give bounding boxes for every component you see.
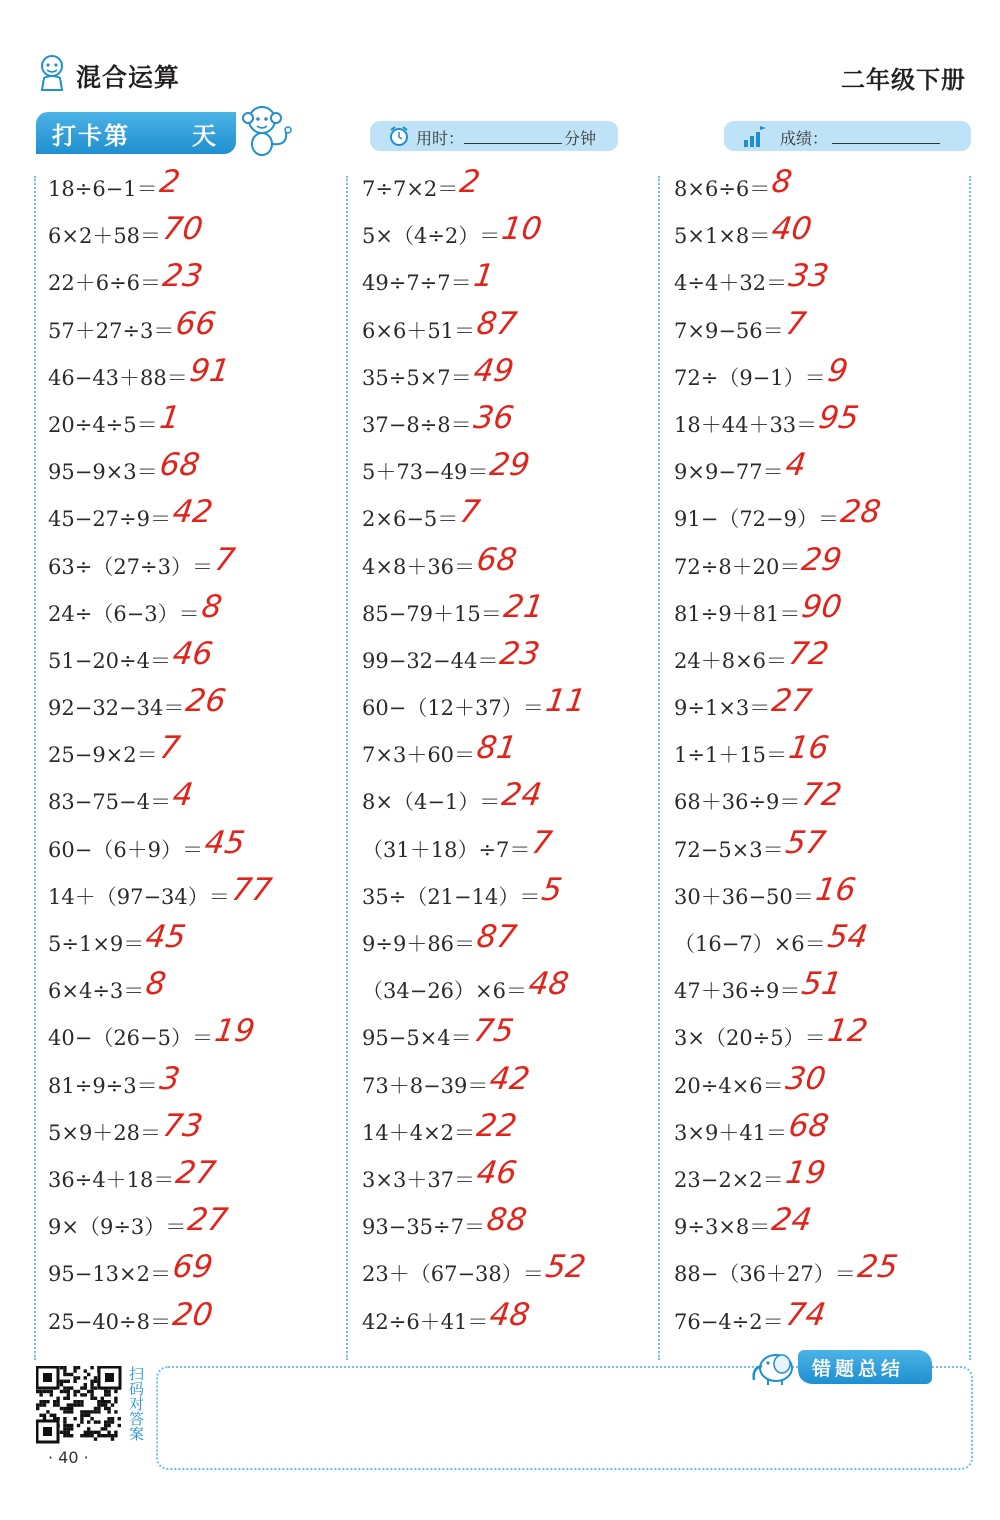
problem-expression: 7÷7×2＝ [362,177,459,201]
grade-label: 二年级下册 [841,66,966,94]
problem-row [362,966,662,1013]
problem-expression: 72÷8＋20＝ [674,554,801,579]
problem-row [674,919,974,966]
problem-expression: 2×6−5＝ [362,507,459,532]
problem-row [48,258,348,305]
handwritten-answer: 95 [816,399,861,436]
problem-row [362,494,662,541]
problem-row [362,400,662,447]
problem-row [362,164,662,211]
punch-label: 打卡第 [52,122,130,150]
problem-row [362,919,662,966]
problem-expression: 99−32−44＝ [362,648,499,673]
problem-expression: 14＋（97−34）＝ [48,884,230,909]
problem-row [674,353,974,400]
problem-row [362,825,662,872]
problem-expression: 95−5×4＝ [362,1026,472,1051]
problem-row [48,353,348,400]
handwritten-answer: 24 [769,1202,814,1239]
problem-expression: 81÷9÷3＝ [48,1073,158,1098]
problem-row [48,400,348,447]
problem-expression: 5×9＋28＝ [48,1120,162,1145]
problem-row [674,494,974,541]
problem-expression: 18＋44＋33＝ [674,412,818,437]
handwritten-answer: 8 [769,164,795,200]
problem-row [362,1013,662,1060]
handwritten-answer: 40 [769,211,814,248]
problem-row [362,1155,662,1202]
problem-expression: 9÷3×8＝ [674,1215,771,1240]
bar-chart-icon [742,124,768,148]
handwritten-answer: 36 [471,399,516,436]
handwritten-answer: 30 [783,1060,828,1097]
problem-row [362,1108,662,1155]
problem-expression: 72÷（9−1）＝ [674,365,826,390]
handwritten-answer: 23 [497,635,542,672]
handwritten-answer: 27 [173,1154,218,1191]
problem-column-3 [674,164,974,1344]
handwritten-answer: 42 [170,494,215,531]
problem-row [674,400,974,447]
problem-column-1 [48,164,348,1344]
summary-label: 错题总结 [812,1358,905,1380]
problem-expression: 1÷1＋15＝ [674,743,788,768]
score-field [724,121,971,151]
problem-expression: 91−（72−9）＝ [674,507,839,532]
monkey-icon [232,100,296,160]
problem-expression: 3×3＋37＝ [362,1167,476,1192]
handwritten-answer: 7 [457,494,483,531]
problem-row [48,825,348,872]
problem-expression: 93−35÷7＝ [362,1215,485,1240]
problem-expression: 6×2＋58＝ [48,224,162,249]
handwritten-answer: 46 [170,635,215,672]
problem-expression: 73＋8−39＝ [362,1073,489,1098]
problem-row [362,777,662,824]
problem-expression: 60−（12＋37）＝ [362,696,544,721]
handwritten-answer: 8 [143,966,169,1003]
problem-expression: 95−9×3＝ [48,460,158,485]
problem-row [48,683,348,730]
handwritten-answer: 25 [855,1249,900,1286]
handwritten-answer: 27 [769,683,814,720]
problem-expression: 9×（9÷3）＝ [48,1215,187,1240]
handwritten-answer: 49 [471,352,516,389]
handwritten-answer: 16 [813,871,858,908]
handwritten-answer: 87 [474,305,519,342]
problem-expression: 9×9−77＝ [674,460,784,485]
problem-row [362,1202,662,1249]
problem-expression: 6×6＋51＝ [362,318,476,343]
handwritten-answer: 54 [825,919,870,955]
handwritten-answer: 21 [501,588,546,625]
problem-row [674,1013,974,1060]
handwritten-answer: 48 [487,1296,532,1333]
time-unit: 分钟 [564,129,597,148]
problem-expression: 25−9×2＝ [48,743,158,768]
handwritten-answer: 7 [529,824,555,861]
score-label: 成绩： [780,129,829,148]
handwritten-answer: 52 [543,1249,588,1286]
handwritten-answer: 88 [484,1202,529,1239]
handwritten-answer: 28 [838,494,883,531]
problem-expression: 8×6÷6＝ [674,177,771,201]
problem-expression: 95−13×2＝ [48,1262,171,1287]
handwritten-answer: 1 [471,258,497,295]
problem-row [362,872,662,919]
problem-expression: 47＋36÷9＝ [674,979,801,1004]
problem-expression: 85−79＋15＝ [362,601,502,626]
handwritten-answer: 12 [825,1013,870,1050]
column-divider [34,176,36,1360]
handwritten-answer: 26 [183,683,228,720]
problem-row [674,966,974,1013]
problem-row [674,542,974,589]
handwritten-answer: 46 [474,1154,519,1191]
problem-row [674,211,974,258]
problem-expression: 72−5×3＝ [674,837,784,862]
handwritten-answer: 11 [543,683,588,720]
problem-row [362,447,662,494]
problem-expression: 76−4÷2＝ [674,1309,784,1334]
handwritten-answer: 9 [825,352,851,389]
problem-row [674,589,974,636]
problem-row [674,447,974,494]
problem-expression: 5÷1×9＝ [48,932,145,956]
page-title: 混合运算 [76,63,181,92]
problem-row [362,589,662,636]
handwritten-answer: 70 [160,211,205,248]
handwritten-answer: 81 [474,730,519,767]
problem-row [362,1249,662,1296]
problem-expression: 57＋27÷3＝ [48,318,175,343]
problem-row [48,1108,348,1155]
problem-row [362,353,662,400]
handwritten-answer: 19 [783,1154,828,1191]
problem-expression: 5＋73−49＝ [362,460,489,485]
handwritten-answer: 22 [474,1107,519,1144]
clock-icon [388,125,410,147]
handwritten-answer: 91 [187,352,232,389]
problem-row [674,1155,974,1202]
handwritten-answer: 2 [457,164,483,200]
handwritten-answer: 42 [487,1060,532,1097]
problem-expression: （34−26）×6＝ [362,979,527,1004]
problem-row [362,306,662,353]
problem-expression: 3×（20÷5）＝ [674,1026,826,1051]
problem-row [362,1297,662,1344]
handwritten-answer: 75 [471,1013,516,1050]
problem-expression: 23−2×2＝ [674,1167,784,1192]
problem-expression: 83−75−4＝ [48,790,171,815]
time-input-line[interactable] [464,143,562,144]
problem-row [674,1297,974,1344]
problem-row [48,447,348,494]
problem-row [48,1202,348,1249]
problem-expression: 22＋6÷6＝ [48,271,162,296]
problem-row [48,1155,348,1202]
handwritten-answer: 68 [474,541,519,578]
problem-row [362,730,662,777]
time-field [370,121,618,151]
handwritten-answer: 19 [212,1013,257,1050]
mascot-logo-icon [34,52,70,92]
handwritten-answer: 29 [487,447,532,484]
problem-expression: 25−40÷8＝ [48,1309,171,1334]
handwritten-answer: 57 [783,824,828,861]
problem-expression: 92−32−34＝ [48,696,185,721]
handwritten-answer: 51 [799,966,844,1003]
problem-expression: 23＋（67−38）＝ [362,1262,544,1287]
handwritten-answer: 27 [185,1202,230,1239]
problem-row [674,730,974,777]
problem-expression: 6×4÷3＝ [48,979,145,1004]
problem-expression: 8×（4−1）＝ [362,790,501,815]
problem-row [674,636,974,683]
handwritten-answer: 5 [539,871,565,908]
problem-expression: 81÷9＋81＝ [674,601,801,626]
handwritten-answer: 1 [157,399,183,436]
handwritten-answer: 48 [526,966,571,1003]
scan-answer-label: 扫码对答案 [127,1366,145,1441]
problem-expression: 49÷7÷7＝ [362,271,472,296]
problem-row [674,683,974,730]
problem-row [48,730,348,777]
problem-row [674,1108,974,1155]
problem-row [48,777,348,824]
problem-expression: 5×1×8＝ [674,224,771,249]
problem-row [362,258,662,305]
problem-expression: 35÷（21−14）＝ [362,884,541,909]
problem-expression: 37−8÷8＝ [362,412,472,437]
handwritten-answer: 7 [157,730,183,767]
handwritten-answer: 77 [229,871,274,908]
problem-row [362,1061,662,1108]
problem-expression: 20÷4×6＝ [674,1073,784,1098]
handwritten-answer: 23 [160,258,205,295]
handwritten-answer: 2 [157,164,183,200]
problem-expression: 30＋36−50＝ [674,884,814,909]
problem-row [48,1249,348,1296]
elephant-icon [748,1346,802,1386]
problem-expression: 9÷9＋86＝ [362,932,476,956]
problem-expression: 46−43＋88＝ [48,365,188,390]
handwritten-answer: 72 [786,635,831,672]
handwritten-answer: 68 [157,447,202,484]
problem-expression: 14＋4×2＝ [362,1120,476,1145]
problem-expression: 51−20÷4＝ [48,648,171,673]
problem-row [674,825,974,872]
problem-expression: 63÷（27÷3）＝ [48,554,213,579]
problem-row [362,542,662,589]
handwritten-answer: 3 [157,1060,183,1097]
handwritten-answer: 7 [212,541,238,578]
problem-expression: 5×（4÷2）＝ [362,224,501,249]
problem-expression: 18÷6−1＝ [48,177,158,201]
problem-row [48,542,348,589]
problem-row [48,1297,348,1344]
problem-row [48,872,348,919]
problem-row [674,1249,974,1296]
handwritten-answer: 8 [199,588,225,625]
handwritten-answer: 29 [799,541,844,578]
problem-row [48,211,348,258]
handwritten-answer: 90 [799,588,844,625]
problem-row [48,1013,348,1060]
score-input-line[interactable] [832,143,940,144]
problem-row [48,1061,348,1108]
problem-expression: 20÷4÷5＝ [48,412,158,437]
time-label: 用时： [416,129,465,148]
handwritten-answer: 45 [143,919,188,955]
problem-expression: 4×8＋36＝ [362,554,476,579]
problem-column-2 [362,164,662,1344]
problem-row [674,258,974,305]
handwritten-answer: 4 [170,777,196,814]
handwritten-answer: 87 [474,919,519,955]
handwritten-answer: 7 [783,305,809,342]
problem-expression: 36÷4＋18＝ [48,1167,175,1192]
problem-expression: 3×9＋41＝ [674,1120,788,1145]
problem-expression: 88−（36＋27）＝ [674,1262,856,1287]
problem-row [362,636,662,683]
problem-expression: 4÷4＋32＝ [674,271,788,296]
problem-row [362,683,662,730]
problem-row [48,636,348,683]
problem-row [674,1061,974,1108]
problem-expression: 24÷（6−3）＝ [48,601,200,626]
handwritten-answer: 45 [202,824,247,861]
handwritten-answer: 20 [170,1296,215,1333]
problem-row [674,872,974,919]
problem-expression: 35÷5×7＝ [362,365,472,390]
handwritten-answer: 74 [783,1296,828,1333]
handwritten-answer: 73 [160,1107,205,1144]
problem-row [674,306,974,353]
qr-code-icon [36,1366,122,1444]
problem-row [362,211,662,258]
punch-day-unit: 天 [192,122,216,150]
problem-row [674,164,974,211]
problem-expression: 7×9−56＝ [674,318,784,343]
problem-row [48,164,348,211]
problem-row [48,919,348,966]
problem-row [48,589,348,636]
handwritten-answer: 66 [173,305,218,342]
problem-row [48,494,348,541]
handwritten-answer: 4 [783,447,809,484]
problem-expression: 60−（6＋9）＝ [48,837,204,862]
problem-expression: 24＋8×6＝ [674,648,788,673]
handwritten-answer: 10 [499,211,544,248]
handwritten-answer: 16 [786,730,831,767]
problem-expression: （31＋18）÷7＝ [362,837,531,862]
problem-expression: 68＋36÷9＝ [674,790,801,815]
handwritten-answer: 72 [799,777,844,814]
handwritten-answer: 33 [786,258,831,295]
handwritten-answer: 24 [499,777,544,814]
problem-row [674,777,974,824]
problem-expression: 40−（26−5）＝ [48,1026,213,1051]
problem-row [674,1202,974,1249]
problem-expression: （16−7）×6＝ [674,932,826,956]
handwritten-answer: 68 [786,1107,831,1144]
problem-expression: 45−27÷9＝ [48,507,171,532]
page-number: · 40 · [48,1448,89,1467]
handwritten-answer: 69 [170,1249,215,1286]
problem-row [48,306,348,353]
problem-row [48,966,348,1013]
problem-expression: 42÷6＋41＝ [362,1309,489,1334]
problem-expression: 9÷1×3＝ [674,696,771,721]
problem-expression: 7×3＋60＝ [362,743,476,768]
